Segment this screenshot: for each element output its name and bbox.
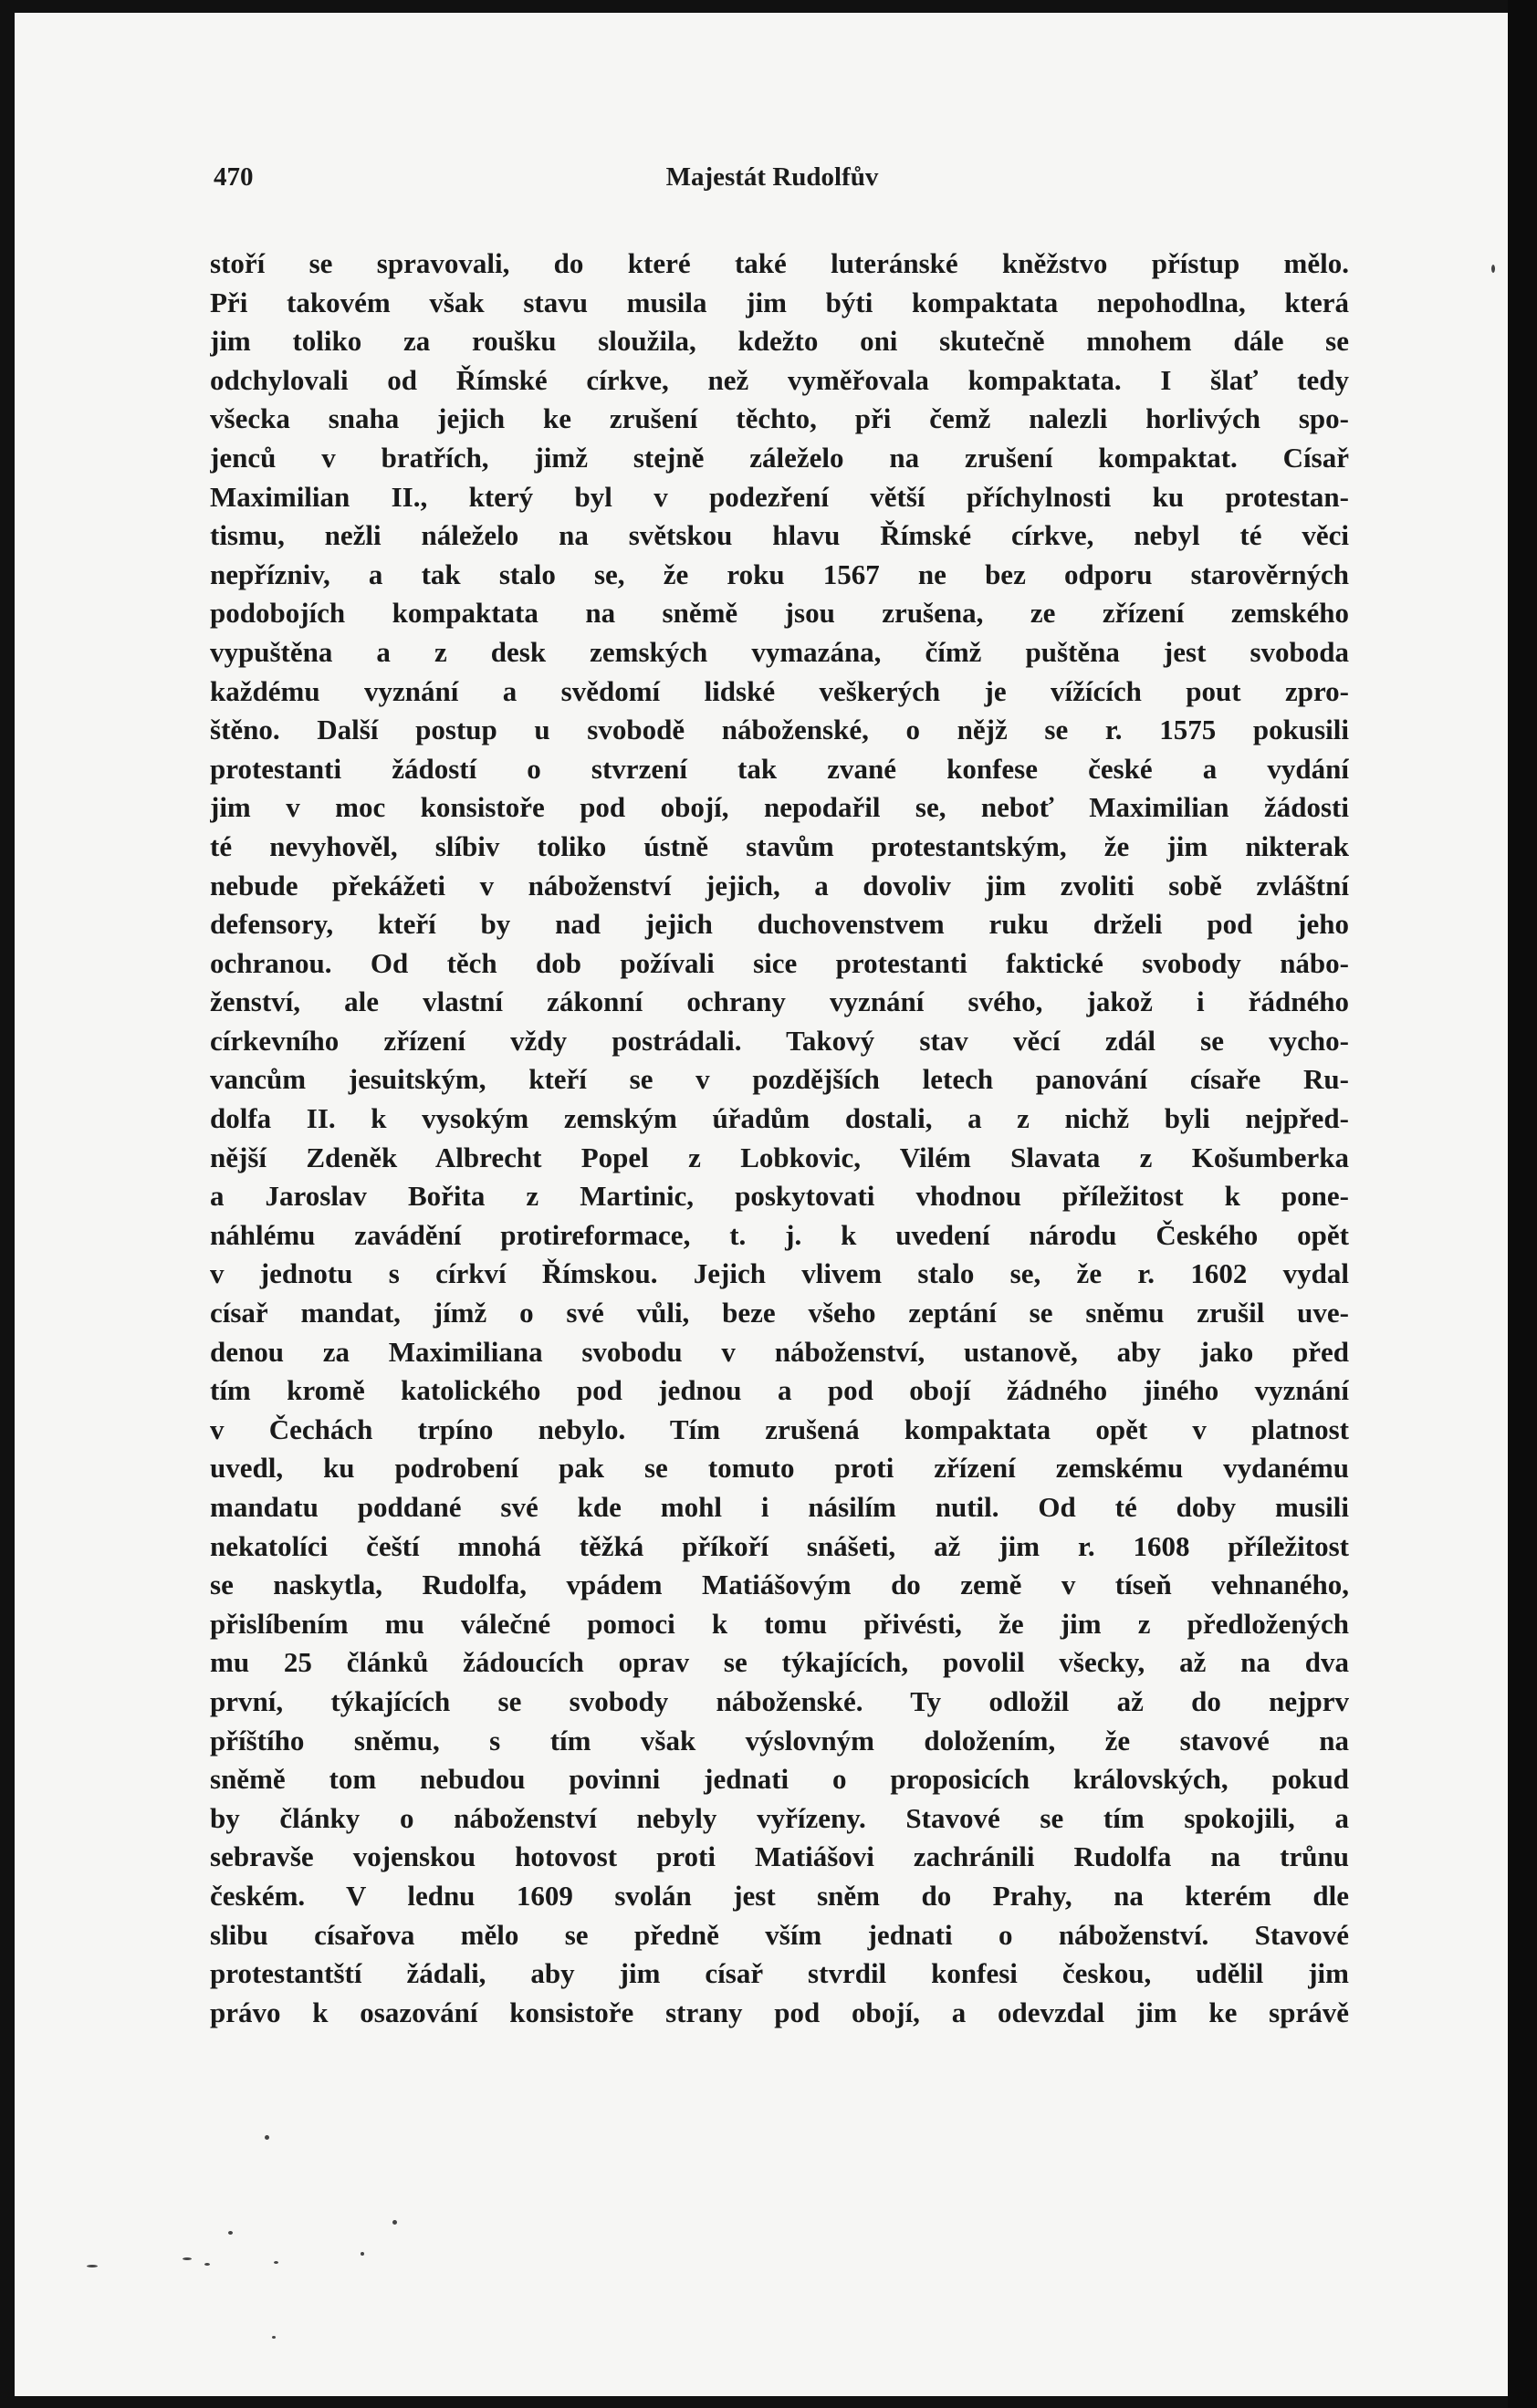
text-line: defensory, kteří by nad jejich duchovenstvem ruku drželi pod jeho bbox=[210, 908, 1349, 941]
text-line: uvedl, ku podrobení pak se tomuto proti zřízení zemskému vydanému bbox=[210, 1452, 1349, 1485]
text-line: příštího sněmu, s tím však výslovným doložením, že stavové na bbox=[210, 1724, 1349, 1756]
text-line: vypuštěna a z desk zemských vymazána, čímž puštěna jest svoboda bbox=[210, 635, 1349, 668]
text-line: nější Zdeněk Albrecht Popel z Lobkovic, Vilém Slavata z Košumberka bbox=[210, 1141, 1349, 1173]
text-line: nepřízniv, a tak stalo se, že roku 1567 ne bez odporu starověrných bbox=[210, 558, 1349, 590]
text-line: mandatu poddané své kde mohl i násilím nutil. Od té doby musili bbox=[210, 1491, 1349, 1523]
body-text bbox=[210, 245, 1349, 2032]
text-line: dolfa II. k vysokým zemským úřadům dostali, a z nichž byli nejpřed- bbox=[210, 1102, 1349, 1135]
text-line: tím kromě katolického pod jednou a pod obojí žádného jiného vyznání bbox=[210, 1374, 1349, 1407]
text-line: císař mandat, jímž o své vůli, beze všeho zeptání se sněmu zrušil uve- bbox=[210, 1297, 1349, 1329]
margin-speck bbox=[87, 2265, 98, 2267]
text-line: právo k osazování konsistoře strany pod obojí, a odevzdal jim ke správě bbox=[210, 1996, 1349, 2028]
margin-speck bbox=[392, 2220, 397, 2225]
text-line: by články o náboženství nebyly vyřízeny. Stavové se tím spokojili, a bbox=[210, 1801, 1349, 1834]
text-line: českém. V lednu 1609 svolán jest sněm do Prahy, na kterém dle bbox=[210, 1879, 1349, 1912]
text-line: ochranou. Od těch dob požívali sice protestanti faktické svobody nábo- bbox=[210, 946, 1349, 979]
text-line: Při takovém však stavu musila jim býti kompaktata nepohodlna, která bbox=[210, 286, 1349, 318]
text-line: církevního zřízení vždy postrádali. Takový stav věcí zdál se vycho- bbox=[210, 1024, 1349, 1057]
running-title: Majestát Rudolfův bbox=[665, 162, 879, 192]
text-line: nekatolíci čeští mnohá těžká příkoří snášeti, až jim r. 1608 příležitost bbox=[210, 1529, 1349, 1562]
text-line: a Jaroslav Bořita z Martinic, poskytovati vhodnou příležitost k pone- bbox=[210, 1180, 1349, 1213]
text-line: v Čechách trpíno nebylo. Tím zrušená kompaktata opět v platnost bbox=[210, 1412, 1349, 1445]
text-line: protestanti žádostí o stvrzení tak zvané konfese české a vydání bbox=[210, 752, 1349, 785]
text-line: té nevyhověl, slíbiv toliko ústně stavům protestantským, že jim nikterak bbox=[210, 829, 1349, 862]
text-line: stoří se spravovali, do které také luteránské kněžstvo přístup mělo. bbox=[210, 247, 1349, 279]
margin-speck bbox=[272, 2336, 276, 2339]
margin-speck bbox=[1491, 265, 1495, 273]
text-line: štěno. Další postup u svobodě náboženské, o nějž se r. 1575 pokusili bbox=[210, 714, 1349, 746]
text-line: protestantští žádali, aby jim císař stvrdil konfesi českou, udělil jim bbox=[210, 1957, 1349, 1990]
text-line: náhlému zavádění protireformace, t. j. k uvedení národu Českého opět bbox=[210, 1218, 1349, 1251]
page-header bbox=[196, 162, 1348, 199]
margin-speck bbox=[361, 2252, 364, 2256]
text-line: nebude překážeti v náboženství jejich, a dovoliv jim zvoliti sobě zvláštní bbox=[210, 869, 1349, 902]
text-line: denou za Maximiliana svobodu v náboženství, ustanově, aby jako před bbox=[210, 1335, 1349, 1368]
margin-speck bbox=[204, 2263, 210, 2266]
text-line: jim v moc konsistoře pod obojí, nepodařil se, neboť Maximilian žádosti bbox=[210, 791, 1349, 824]
margin-speck bbox=[274, 2261, 278, 2264]
text-line: se naskytla, Rudolfa, vpádem Matiášovým do země v tíseň vehnaného, bbox=[210, 1569, 1349, 1601]
text-line: mu 25 článků žádoucích oprav se týkajících, povolil všecky, až na dva bbox=[210, 1646, 1349, 1679]
page-edge-shadow bbox=[1508, 0, 1537, 2408]
text-line: sněmě tom nebudou povinni jednati o proposicích královských, pokud bbox=[210, 1763, 1349, 1796]
text-line: sebravše vojenskou hotovost proti Matiášovi zachránili Rudolfa na trůnu bbox=[210, 1840, 1349, 1873]
page-number: 470 bbox=[214, 162, 254, 192]
text-line: jenců v bratřích, jimž stejně záleželo na zrušení kompaktat. Císař bbox=[210, 441, 1349, 474]
text-line: slibu císařova mělo se předně vším jednati o náboženství. Stavové bbox=[210, 1918, 1349, 1951]
text-line: podobojích kompaktata na sněmě jsou zrušena, ze zřízení zemského bbox=[210, 597, 1349, 630]
text-line: odchylovali od Římské církve, než vyměřovala kompaktata. I šlať tedy bbox=[210, 363, 1349, 396]
text-line: první, týkajících se svobody náboženské. Ty odložil až do nejprv bbox=[210, 1684, 1349, 1717]
margin-speck bbox=[265, 2135, 269, 2140]
text-line: všecka snaha jejich ke zrušení těchto, při čemž nalezli horlivých spo- bbox=[210, 402, 1349, 435]
text-line: ženství, ale vlastní zákonní ochrany vyznání svého, jakož i řádného bbox=[210, 985, 1349, 1018]
text-line: tismu, nežli náleželo na světskou hlavu Římské církve, nebyl té věci bbox=[210, 519, 1349, 552]
text-line: Maximilian II., který byl v podezření větší příchylnosti ku protestan- bbox=[210, 480, 1349, 513]
margin-speck bbox=[183, 2257, 192, 2260]
text-line: jim toliko za roušku sloužila, kdežto oni skutečně mnohem dále se bbox=[210, 325, 1349, 358]
text-line: každému vyznání a svědomí lidské veškerých je vížících pout zpro- bbox=[210, 674, 1349, 707]
text-line: přislíbením mu válečné pomoci k tomu přivésti, že jim z předložených bbox=[210, 1607, 1349, 1640]
text-line: vancům jesuitským, kteří se v pozdějších letech panování císaře Ru- bbox=[210, 1063, 1349, 1096]
text-line: v jednotu s církví Římskou. Jejich vlivem stalo se, že r. 1602 vydal bbox=[210, 1257, 1349, 1290]
margin-speck bbox=[228, 2231, 233, 2235]
